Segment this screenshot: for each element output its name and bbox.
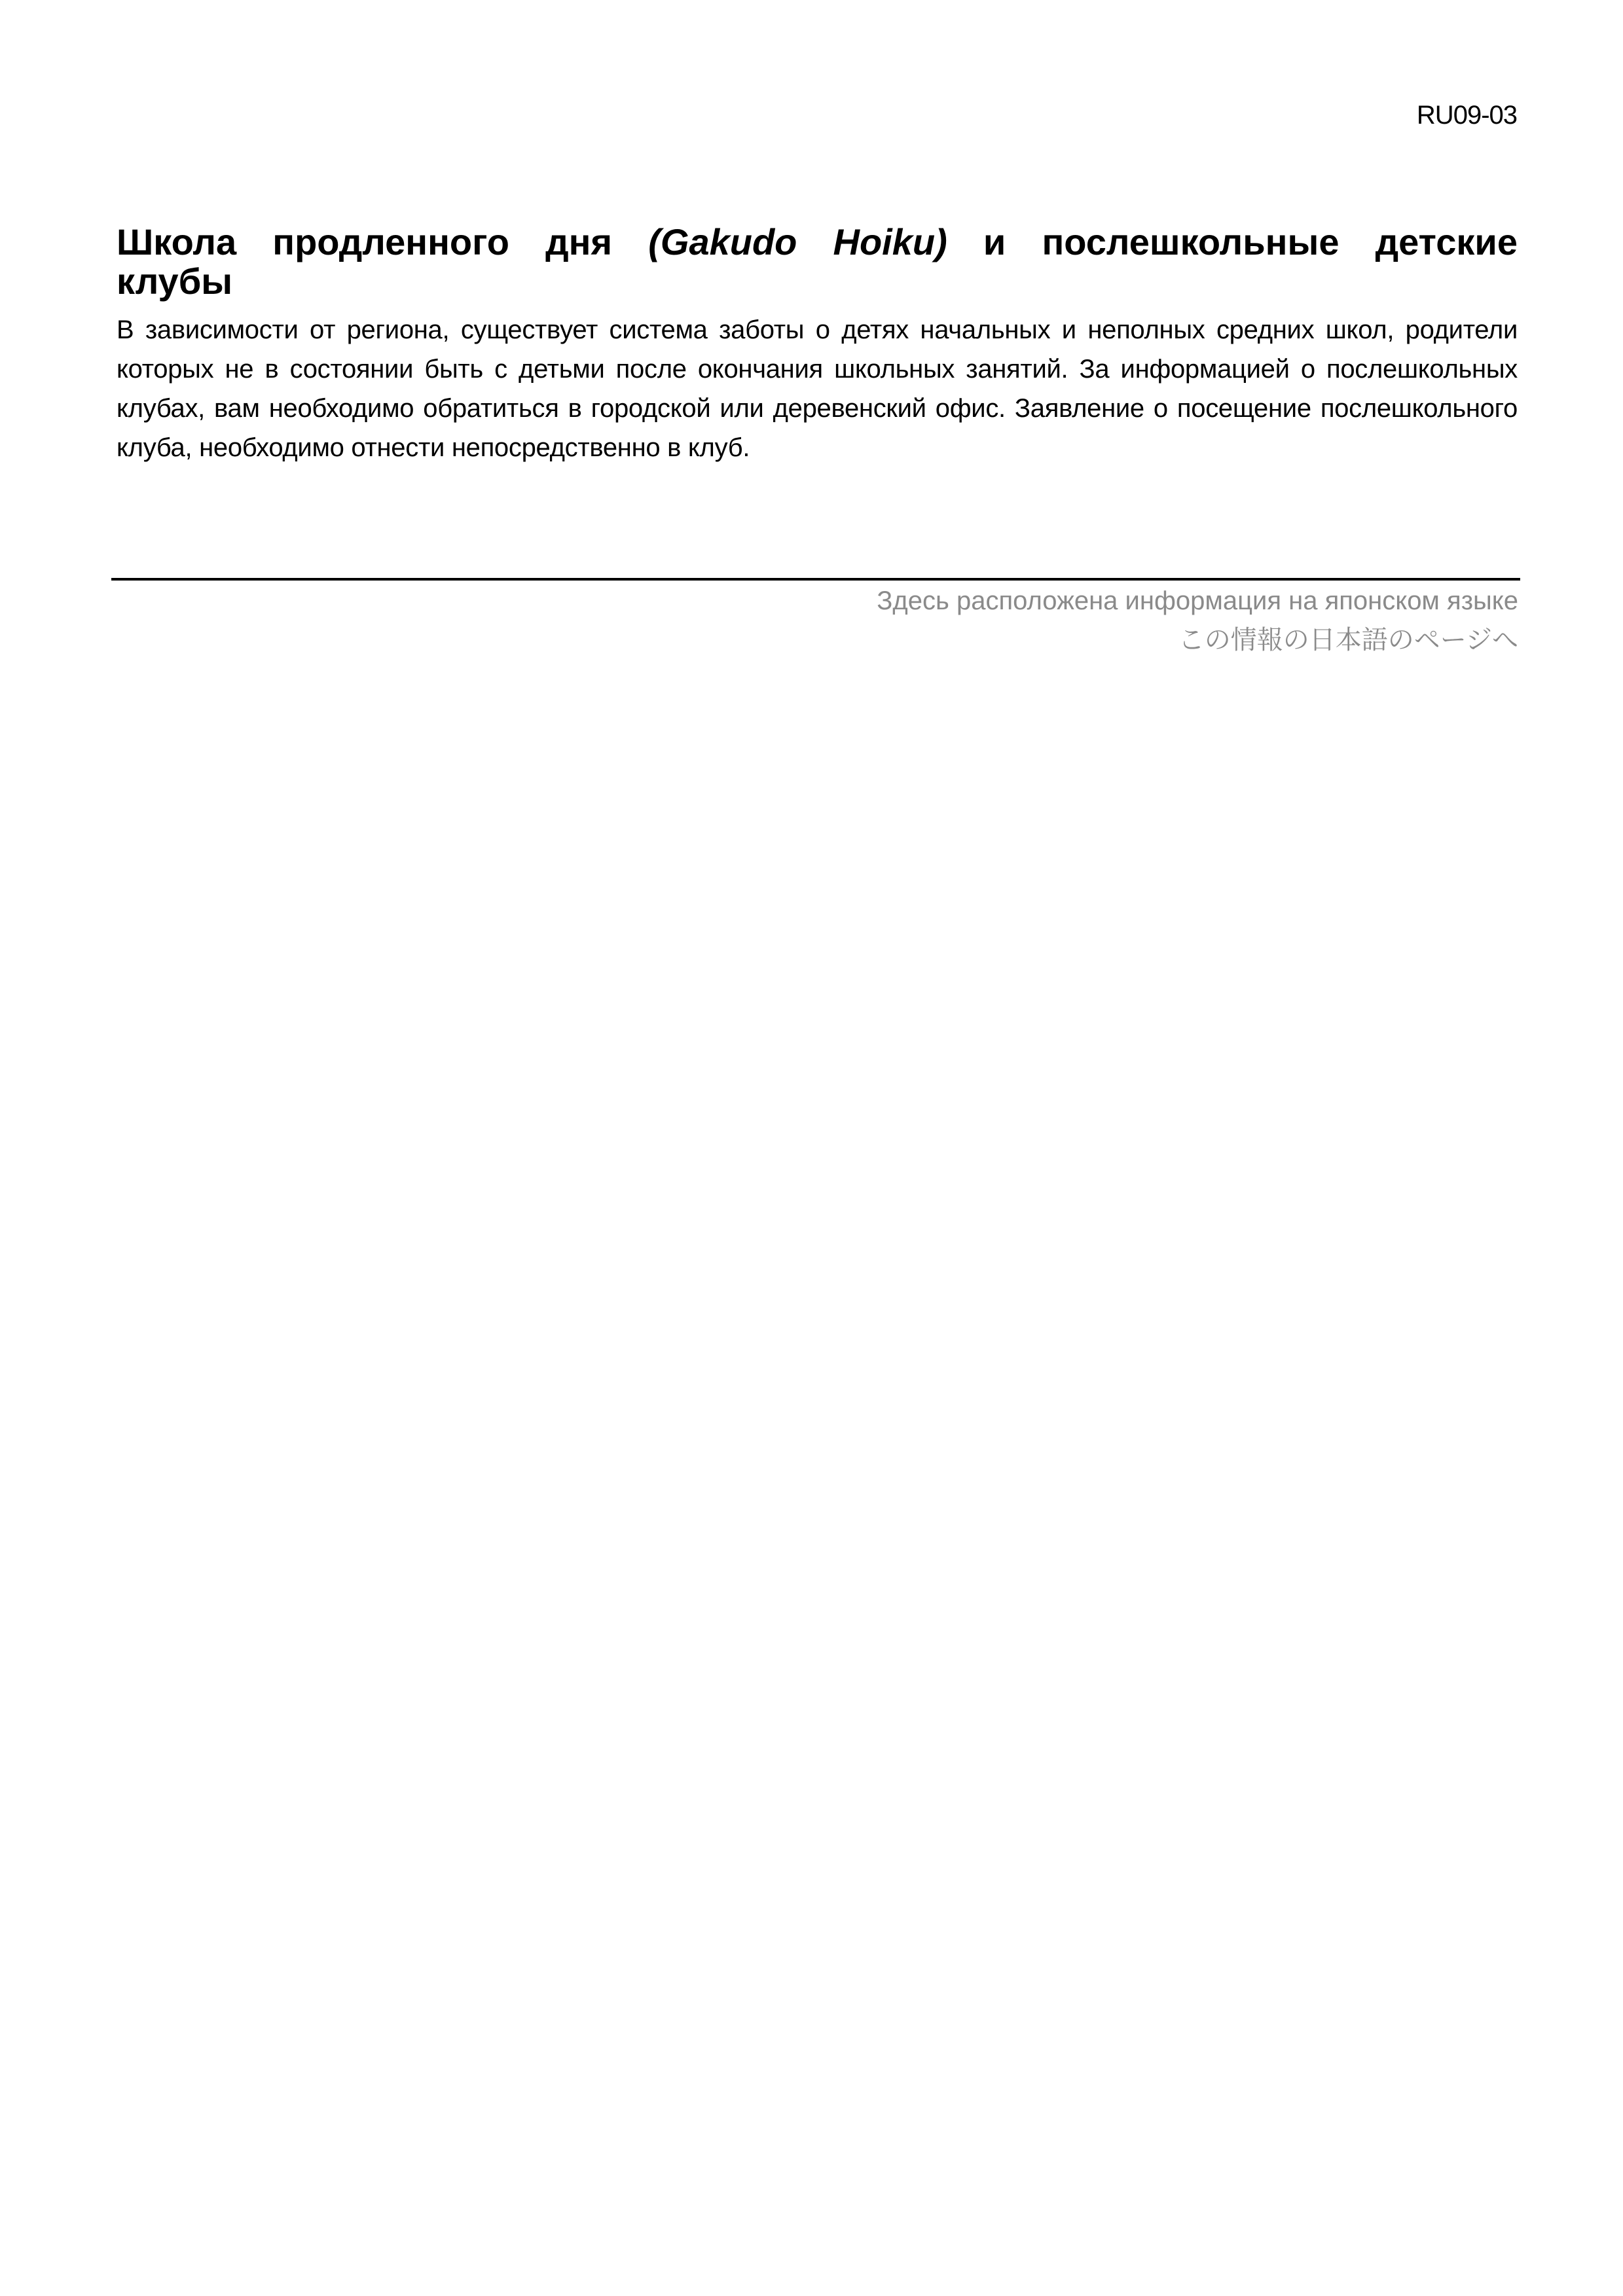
japanese-info-link-russian[interactable]: Здесь расположена информация на японском языке	[877, 586, 1518, 615]
body-paragraph: В зависимости от региона, существует система заботы о детях начальных и неполных средних школ, родители которых не в состоянии быть с детьми после окончания школьных занятий. За информацией о послешкольных клубах, вам необходимо обратиться в городской или деревенский офис. Заявление о посещение послешкольного клуба, необходимо отнести непосредственно в клуб.	[117, 315, 1518, 462]
japanese-info-link-japanese[interactable]: この情報の日本語のページへ	[1178, 625, 1518, 655]
divider-line	[111, 578, 1520, 581]
page-title	[117, 223, 1518, 301]
title-japanese-term: (Gakudo Hoiku)	[648, 221, 947, 262]
title-main: Школа продленного дня	[117, 221, 649, 262]
document-code: RU09-03	[1416, 101, 1517, 130]
title-rest: и послешкольные детские клубы	[117, 221, 1518, 302]
